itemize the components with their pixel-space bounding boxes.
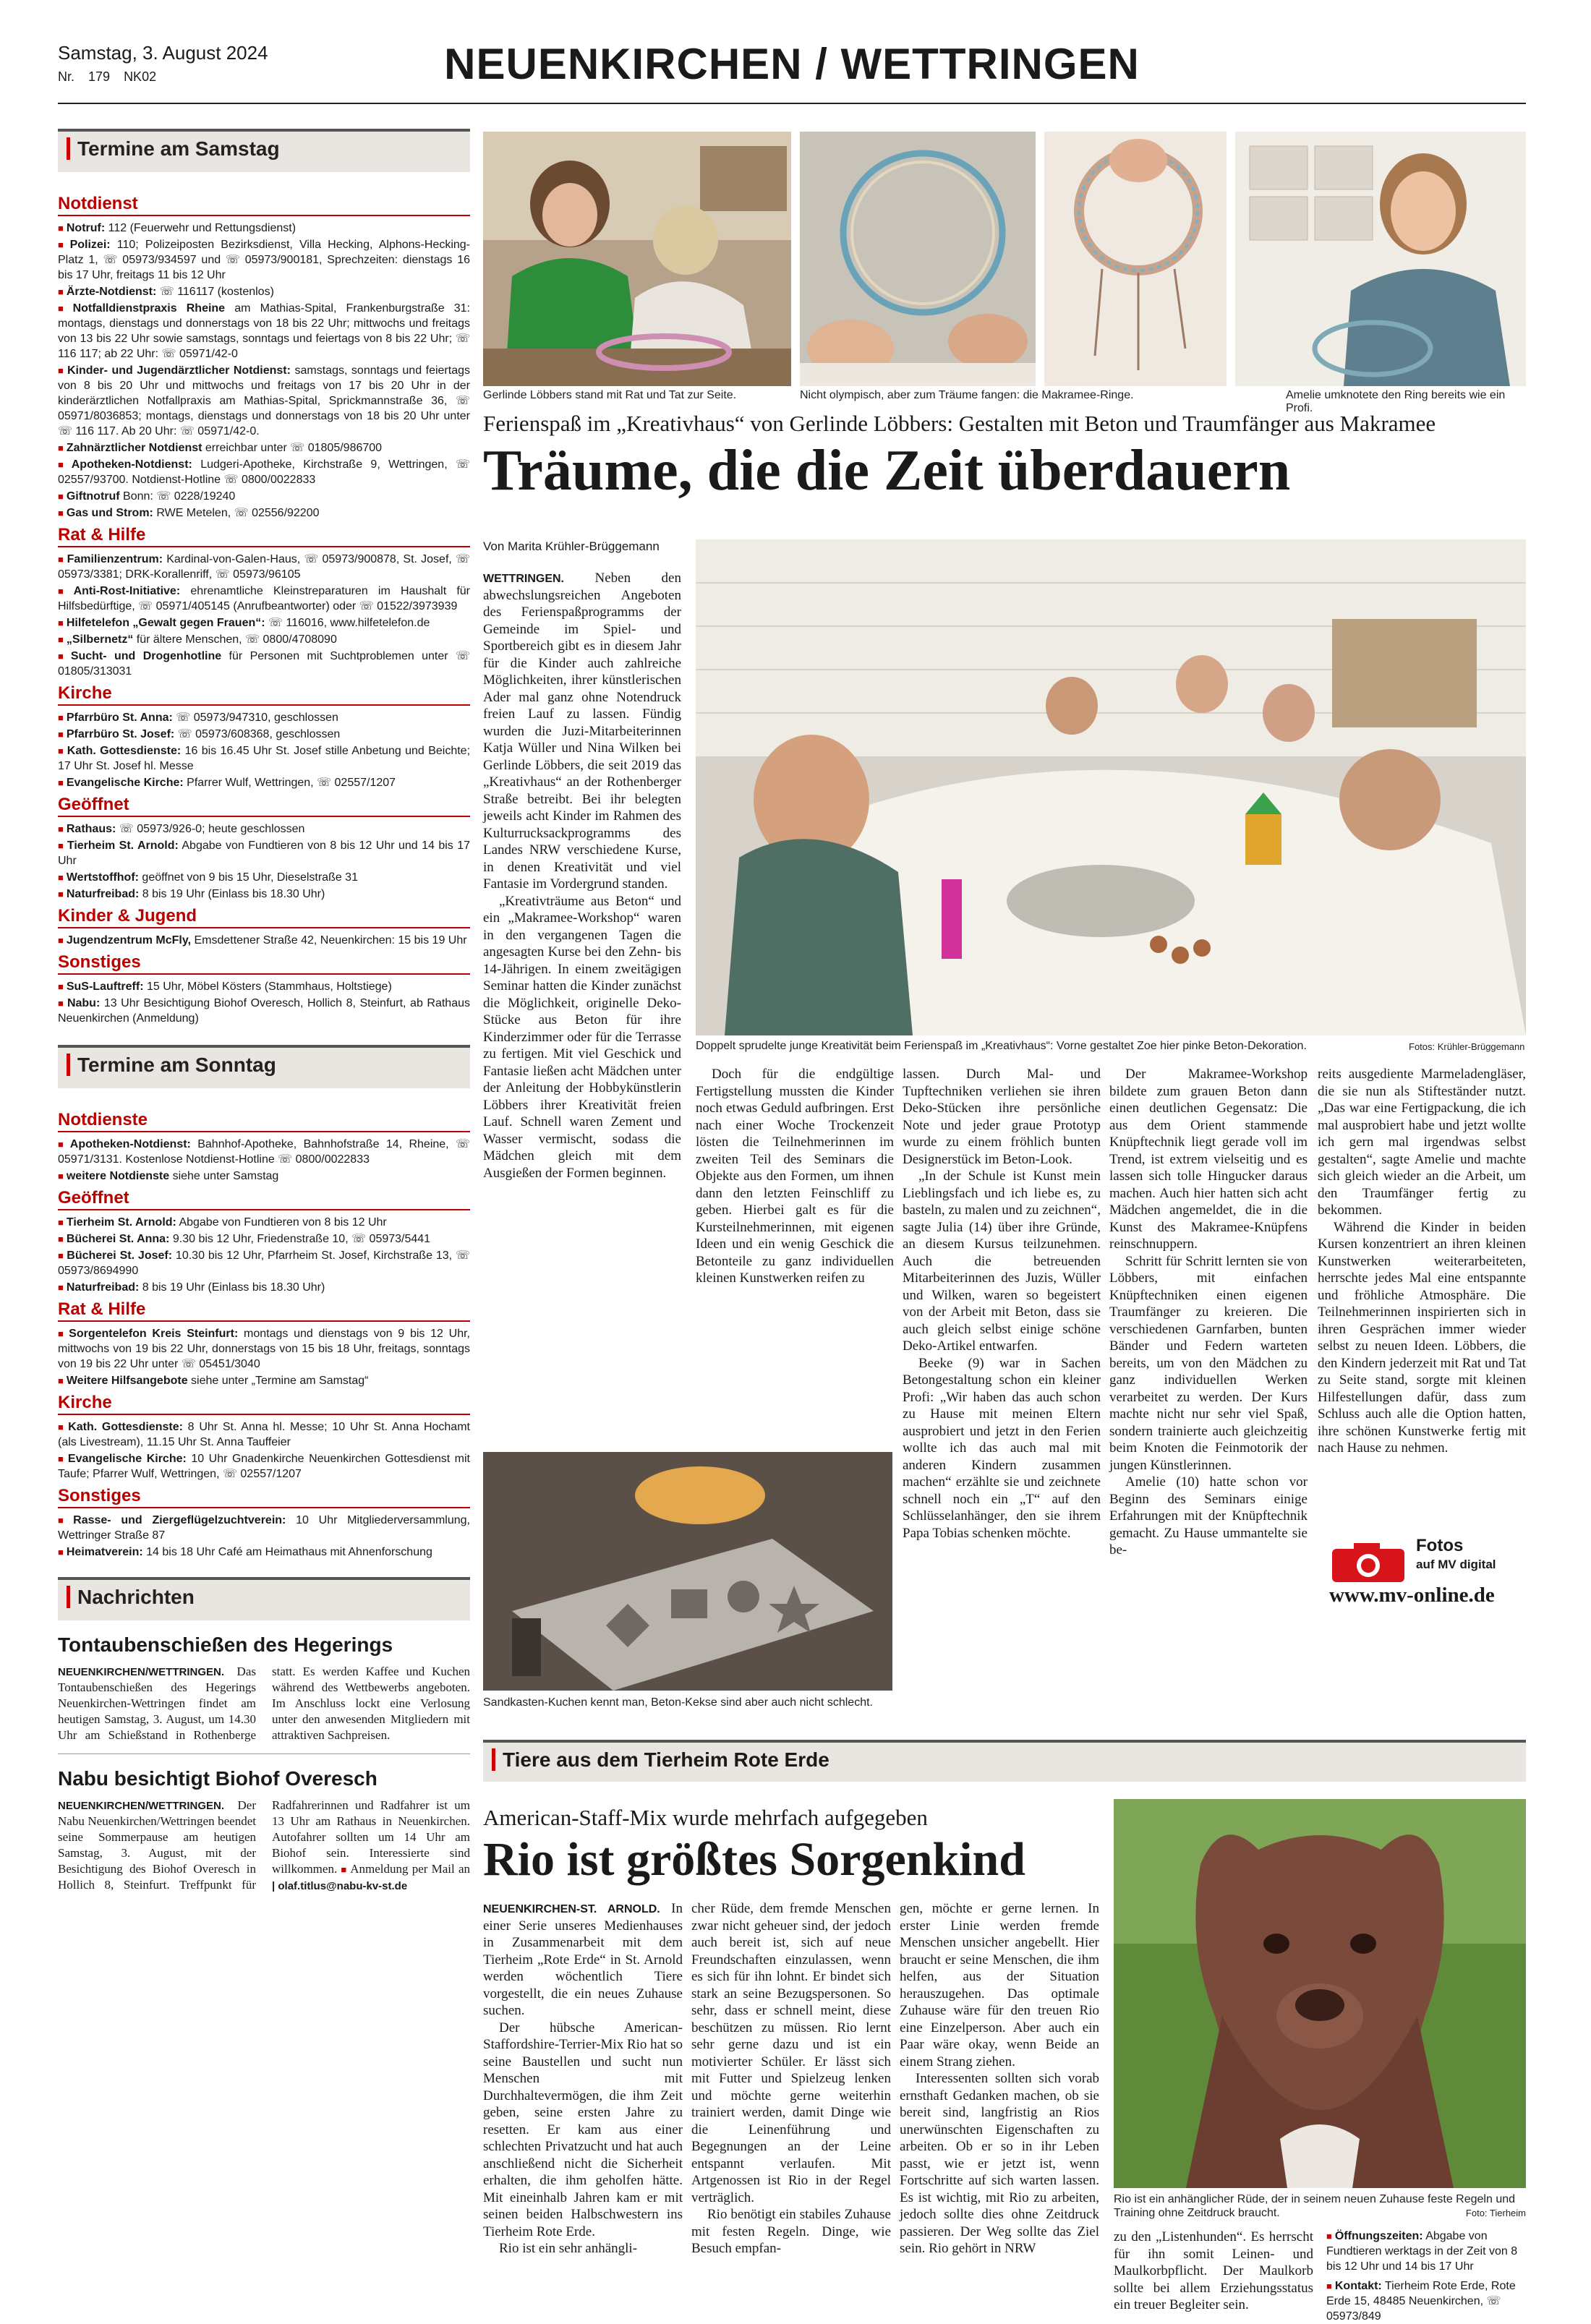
caption-main: Doppelt sprudelte junge Kreativität beim Ferienspaß im „Kreativhaus“: Vorne gestaltet Zoe hier pinke Beton-Dekoration. xyxy=(696,1040,1307,1052)
sunday-listing xyxy=(58,1110,470,1560)
news-item xyxy=(58,1633,470,1743)
entry-text: 10 Uhr Gnadenkirche Neuenkirchen Gottesdienst mit Taufe; Pfarrer Wulf, Wettringen, ☏ 02557/1207 xyxy=(58,1453,471,1480)
entry-label: Notfalldienstpraxis Rheine xyxy=(72,302,226,315)
photo-amelie xyxy=(1235,132,1526,386)
listing-entry xyxy=(58,775,470,790)
entry-label: Nabu: xyxy=(67,997,101,1009)
entry-label: Tierheim St. Arnold: xyxy=(67,840,179,852)
listing-section-title: Rat & Hilfe xyxy=(58,525,470,547)
bullet-icon: ■ xyxy=(58,554,64,565)
news-title: Tontaubenschießen des Hegerings xyxy=(58,1633,393,1656)
bullet-icon: ■ xyxy=(58,618,64,628)
bullet-icon: ■ xyxy=(58,824,64,834)
tierheim-headline: Rio ist größtes Sorgenkind xyxy=(483,1833,1025,1886)
listing-entry xyxy=(58,584,470,614)
listing-entry xyxy=(58,1248,470,1278)
bullet-icon: ■ xyxy=(58,1139,67,1150)
entry-text: Emsdettener Straße 42, Neuenkirchen: 15 bis 19 Uhr xyxy=(191,934,467,947)
listing-entry xyxy=(58,821,470,837)
entry-label: Heimatverein: xyxy=(66,1546,143,1558)
bullet-icon: ■ xyxy=(58,981,64,992)
bullet-icon: ■ xyxy=(58,586,71,597)
promo-url: www.mv-online.de xyxy=(1329,1584,1495,1607)
caption-dog: Rio ist ein anhänglicher Rüde, der in seinem neuen Zuhause feste Regeln und Training ohne Zeitdruck braucht. Foto: Tierheim xyxy=(1114,2193,1526,2219)
entry-text: ☏ 116117 (kostenlos) xyxy=(156,286,274,298)
entry-label: Familienzentrum: xyxy=(67,553,163,565)
listing-entry xyxy=(58,615,470,631)
bullet-icon: ■ xyxy=(58,872,64,883)
bullet-icon: ■ xyxy=(58,1422,66,1432)
listing-entry xyxy=(58,489,470,504)
left-column xyxy=(58,129,470,2255)
caption-concrete: Sandkasten-Kuchen kennt man, Beton-Kekse sind aber auch nicht schlecht. xyxy=(483,1696,873,1709)
listing-entry xyxy=(58,552,470,582)
entry-label: Pfarrbüro St. Anna: xyxy=(66,712,173,724)
bullet-icon: ■ xyxy=(58,491,64,502)
listing-entry xyxy=(58,1419,470,1450)
listing-section-title: Notdienst xyxy=(58,194,470,216)
entry-text: 16 bis 16.45 Uhr St. Josef stille Anbetung und Beichte; 17 Uhr St. Josef hl. Messe xyxy=(58,745,471,772)
tierheim-heading: Tiere aus dem Tierheim Rote Erde xyxy=(483,1740,1526,1782)
listing-section-title: Notdienste xyxy=(58,1110,470,1132)
entry-label: Gas und Strom: xyxy=(66,507,153,519)
entry-label: weitere Notdienste xyxy=(66,1170,170,1182)
entry-text: 9.30 bis 12 Uhr, Friedenstraße 10, ☏ 05973/5441 xyxy=(169,1233,431,1245)
entry-label: Sucht- und Drogenhotline xyxy=(70,650,222,662)
tierheim-col-4: zu den „Listenhunden“. Es herrscht für ihn somit Leinen- und Maulkorbpflicht. Der Maulkorb sollte bei allem Erziehungsstatus ein treuer Begleiter sein. xyxy=(1114,2229,1313,2312)
entry-label: Wertstoffhof: xyxy=(66,871,139,884)
bullet-icon: ■ xyxy=(58,1217,64,1228)
listing-entry xyxy=(58,1326,470,1372)
entry-text: Abgabe von Fundtieren von 8 bis 12 Uhr xyxy=(176,1216,387,1229)
entry-text: 8 bis 19 Uhr (Einlass bis 18.30 Uhr) xyxy=(139,888,325,900)
entry-text: erreichbar unter ☏ 01805/986700 xyxy=(202,442,383,454)
promo-sub: auf MV digital xyxy=(1416,1558,1496,1571)
listing-entry xyxy=(58,1513,470,1543)
listing-entry xyxy=(58,710,470,725)
entry-label: Anti-Rost-Initiative: xyxy=(73,585,181,597)
entry-label: SuS-Lauftreff: xyxy=(66,981,144,993)
bullet-icon: ■ xyxy=(58,1453,65,1464)
listing-entry xyxy=(58,1137,470,1167)
entry-text: ☏ 05973/608368, geschlossen xyxy=(174,728,341,740)
bullet-icon: ■ xyxy=(58,459,69,470)
entry-text: für Personen mit Suchtproblemen unter ☏ 01805/313031 xyxy=(58,650,471,678)
bullet-icon: ■ xyxy=(58,889,64,900)
entry-label: Evangelische Kirche: xyxy=(66,777,184,789)
bullet-icon: ■ xyxy=(58,1547,64,1558)
entry-label: Rasse- und Ziergeflügelzuchtverein: xyxy=(73,1514,286,1526)
entry-label: Naturfreibad: xyxy=(66,888,140,900)
bullet-icon: ■ xyxy=(58,1375,64,1386)
camera-icon xyxy=(1329,1539,1409,1585)
entry-text: ehrenamtliche Kleinstreparaturen im Haushalt für Hilfsbedürftige, ☏ 05971/405145 (Anrufbeantworter) oder ☏ 01522/3973939 xyxy=(58,585,470,612)
bullet-icon: ■ xyxy=(58,1234,64,1244)
entry-text: montags und dienstags von 9 bis 12 Uhr, mittwochs von 19 bis 22 Uhr, donnerstags von 15 bis 18 Uhr, freitags, sonntags von 19 bis 22 Uhr unter ☏ 05451/3040 xyxy=(58,1328,470,1370)
entry-label: Zahnärztlicher Notdienst xyxy=(66,442,202,454)
photo-macrame-hands xyxy=(800,132,1036,386)
news-body: NEUENKIRCHEN/WETTRINGEN. Das Tontaubenschießen des Hegerings Neuenkirchen-Wettringen findet am heutigen Samstag, 3. August, um 14.30 Uhr am Schießstand in Rothenberge statt. Es werden Kaffee und Kuchen während des Wettbewerbs angeboten. Im Anschluss lockt eine Verlosung unter den anwesenden Mitgliedern mit attraktiven Sachpreisen. xyxy=(58,1665,470,1742)
tierheim-kicker: American-Staff-Mix wurde mehrfach aufgegeben xyxy=(483,1805,928,1830)
bullet-icon: ■ xyxy=(58,634,64,645)
caption-amelie: Amelie umknotete den Ring bereits wie ein Profi. xyxy=(1286,389,1506,414)
listing-entry xyxy=(58,1169,470,1184)
photo-main-workshop xyxy=(696,539,1526,1035)
listing-section-title: Kirche xyxy=(58,1393,470,1415)
listing-entry xyxy=(58,727,470,742)
bullet-icon: ■ xyxy=(58,840,64,851)
entry-label: Jugendzentrum McFly, xyxy=(66,934,192,947)
bullet-icon: ■ xyxy=(58,729,64,740)
bullet-icon: ■ xyxy=(58,1250,64,1261)
listing-entry xyxy=(58,933,470,948)
opening-hours: ■ Öffnungszeiten: Abgabe von Fundtieren werktags in der Zeit von 8 bis 12 Uhr und 14 bis 17 Uhr xyxy=(1326,2230,1518,2273)
entry-label: Kath. Gottesdienste: xyxy=(67,745,182,757)
feature-kicker: Ferienspaß im „Kreativhaus“ von Gerlinde Löbbers: Gestalten mit Beton und Traumfänger aus Makramee xyxy=(483,411,1436,436)
news-mail-link[interactable]: olaf.titlus@nabu-kv-st.de xyxy=(278,1880,408,1892)
section-title: NEUENKIRCHEN / WETTRINGEN xyxy=(444,40,1140,88)
photo-dreamcatcher xyxy=(1044,132,1227,386)
entry-text: 10.30 bis 12 Uhr, Pfarrheim St. Josef, Kirchstraße 13, ☏ 05973/8694990 xyxy=(58,1249,471,1277)
listing-entry xyxy=(58,1231,470,1247)
news-body: NEUENKIRCHEN/WETTRINGEN. Der Nabu Neuenkirchen/Wettringen beendet seine Sommerpause am heutigen Samstag, 3. August, mit der Besichtigung des Biohof Overesch in Hollich 8, Steinfurt. Treffpunkt für Radfahrerinnen und Radfahrer ist um 13 Uhr am Rathaus in Neuenkirchen. Autofahrer sollten um 14 Uhr am Biohof sein. Interessierte sind willkommen. ■ Anmeldung per Mail an | olaf.titlus@nabu-kv-st.de xyxy=(58,1798,470,1892)
listing-entry xyxy=(58,1451,470,1482)
bullet-icon: ■ xyxy=(58,1515,71,1526)
entry-text: Bahnhof-Apotheke, Bahnhofstraße 14, Rheine, ☏ 05971/3131. Kostenlose Notdienst-Hotline ☏ 0800/0022833 xyxy=(58,1138,470,1166)
listing-entry xyxy=(58,221,470,236)
listing-entry xyxy=(58,743,470,774)
news-heading: Nachrichten xyxy=(58,1577,470,1620)
bullet-icon: ■ xyxy=(58,935,64,946)
entry-text: Kardinal-von-Galen-Haus, ☏ 05973/900878, St. Josef, ☏ 05973/3381; DRK-Korallenriff, ☏ 05973/96105 xyxy=(58,553,471,581)
bullet-icon: ■ xyxy=(58,651,68,662)
entry-text: Ludgeri-Apotheke, Kirchstraße 9, Wettringen, ☏ 02557/93700. Notdienst-Hotline ☏ 0800/0022833 xyxy=(58,458,470,486)
entry-text: siehe unter „Termine am Samstag“ xyxy=(187,1375,369,1387)
dog-photo-credit: Foto: Tierheim xyxy=(1465,2208,1526,2218)
listing-entry xyxy=(58,505,470,521)
entry-text: ☏ 05973/926-0; heute geschlossen xyxy=(116,823,305,835)
entry-label: Ärzte-Notdienst: xyxy=(66,286,157,298)
listing-entry xyxy=(58,870,470,885)
tierheim-info xyxy=(1326,2229,1526,2324)
caption-teacher: Gerlinde Löbbers stand mit Rat und Tat zur Seite. xyxy=(483,389,737,401)
entry-label: Giftnotruf xyxy=(66,490,120,503)
entry-label: Apotheken-Notdienst: xyxy=(69,1138,191,1150)
saturday-heading: Termine am Samstag xyxy=(58,129,470,172)
byline: Von Marita Krühler-Brüggemann xyxy=(483,539,660,553)
entry-text: Abgabe von Fundtieren von 8 bis 12 Uhr und 14 bis 17 Uhr xyxy=(58,840,470,867)
entry-label: Kath. Gottesdienste: xyxy=(68,1421,183,1433)
entry-label: Sorgentelefon Kreis Steinfurt: xyxy=(69,1328,239,1340)
photo-dog-rio xyxy=(1114,1799,1526,2188)
issue-date: Samstag, 3. August 2024 xyxy=(58,42,268,64)
page-header xyxy=(58,38,1526,104)
bullet-icon: ■ xyxy=(58,303,70,314)
entry-label: Polizei: xyxy=(69,239,111,251)
entry-text: 15 Uhr, Möbel Kösters (Stammhaus, Holtstiege) xyxy=(143,981,392,993)
mv-digital-promo[interactable] xyxy=(1329,1536,1526,1608)
listing-section-title: Kirche xyxy=(58,683,470,706)
listing-entry xyxy=(58,284,470,299)
entry-text: 8 bis 19 Uhr (Einlass bis 18.30 Uhr) xyxy=(139,1281,325,1294)
feature-col-5: reits ausgediente Marmeladengläser, die sie nun als Stifteständer nutzt. „Das war eine Fertigpackung, die ich mal ausprobiert habe und jetzt wollte ich gern mal irgendwas selbst gestalten“, sagte Amelie und machte sich gleich wieder an die Arbeit, um den Traumfänger fertig zu bekommen. Während die Kinder in beiden Kursen konzentriert an ihren kleinen Kunstwerken weiterarbeiteten, herrschte jedes Mal eine entspannte und fröhliche Atmosphäre. Die Teilnehmerinnen inspirierten sich in ihren Gesprächen immer wieder selbst zu neuen Ideen. Löbbers, die den Kindern jederzeit mit Rat und Tat zu Seite stand, sorgte mit kleinen Hilfestellungen dafür, dass zum Schluss auch alle die Option hatten, ihre schönen Kunstwerke fertig mit nach Hause zu nehmen. xyxy=(1318,1067,1526,1456)
listing-entry xyxy=(58,1545,470,1560)
feature-col-3: lassen. Durch Mal- und Tupftechniken verliehen sie ihren Deko-Stücken ihre persönliche Note und jeder graue Prototyp wurde zu einem fröhlich bunten Designerstück im Beton-Look. „In der Schule ist Kunst mein Lieblingsfach und ich liebe es, zu basteln, zu malen und zu zeichnen“, sagte Julia (14) über ihre Gründe, an diesem Kursus teilzunehmen. Auch die betreuenden Mitarbeiterinnen des Juzis, Wüller und Wilken, waren so begeistert von der Arbeit mit Beton, dass sie auch gleich selbst einige schöne Deko-Artikel entwarfen. Beeke (9) war in Sachen Betongestaltung schon ein kleiner Profi: „Wir haben das auch schon zu Hause mit meinen Eltern ausprobiert und jetzt in den Ferien wollte ich das auch mal mit anderen Kindern zusammen machen“ erzählte sie und zeichnete schnell noch ein „T“ auf den Schlüsselanhänger, den sie ihrem Papa Tobias schenken möchte. xyxy=(903,1067,1101,1541)
news-title: Nabu besichtigt Biohof Overesch xyxy=(58,1767,378,1790)
entry-text: samstags, sonntags und feiertags von 8 bis 20 Uhr und mittwochs und freitags von 17 bis 20 Uhr in der kinderärztlichen Notfallpraxis am Mathias-Spital, Sprickmannstraße 36, ☏ 05971/8036853; montags, dienstags und donnerstags von 18 bis 20 Uhr unter ☏ 116 117. Ab 20 Uhr: ☏ 05971/42-0. xyxy=(58,364,470,437)
listing-entry xyxy=(58,440,470,456)
entry-label: Bücherei St. Anna: xyxy=(66,1233,170,1245)
listing-entry xyxy=(58,1215,470,1230)
entry-label: Notruf: xyxy=(66,222,106,234)
listing-entry xyxy=(58,838,470,868)
bullet-icon: ■ xyxy=(58,365,64,376)
tierheim-col-1: NEUENKIRCHEN-ST. ARNOLD. In einer Serie unseres Medienhauses in Zusammenarbeit mit dem Tierheim „Rote Erde“ in St. Arnold werden wöchentlich Tiere vorgestellt, die ein neues Zuhause suchen. Der hübsche American-Staffordshire-Terrier-Mix Rio hat so seine Baustellen und sucht nun Menschen mit Durchhaltevermögen, die ihm Zeit geben, seine ersten Jahre zu resetten. Er kam aus einer schlechten Privatzucht und hat auch anschließend nicht die Sicherheit erhalten, die ihm geholfen hätte. Mit eineinhalb Jahren kam er mit seinen beiden Halbschwestern ins Tierheim Rote Erde. Rio ist ein sehr anhängli- xyxy=(483,1901,683,2256)
bullet-icon: ■ xyxy=(58,1328,67,1339)
feature-col-4: Der Makramee-Workshop bildete zum grauen Beton dann einen deutlichen Gegensatz: Die aus dem Orient stammende Knüpftechnik liegt gerade voll im Trend, ist extrem vielseitig und es lassen sich tolle Hingucker daraus machen. Auch hier hatten sich acht Mädchen angemeldet, die in die Kunst des Makramee-Knüpfens reinschnuppern. Schritt für Schritt lernten sie von Löbbers, mit einfachen Knüpftechniken einen eigenen Traumfänger zu kreieren. Die verschiedenen Garnfarben, bunten Bänder und Federn warteten bereits, um von den Mädchen zu ganz individuellen Werken verarbeitet zu werden. Der Kurs machte nicht nur sehr viel Spaß, sondern trainierte auch gleichzeitig beim Knoten die Feinmotorik der jungen Künstlerinnen. Amelie (10) hatte schon vor Beginn des Seminars einige Erfahrungen mit der Knüpftechnik gemacht. Zu Hause ummantelte sie be- xyxy=(1109,1067,1308,1558)
edition-code: NK02 xyxy=(124,69,157,84)
saturday-listing xyxy=(58,194,470,1026)
issue-nr: Nr. 179 xyxy=(58,69,111,84)
entry-text: 112 (Feuerwehr und Rettungsdienst) xyxy=(105,222,297,234)
entry-text: 10 Uhr Mitgliederversammlung, Wettringer Straße 87 xyxy=(58,1514,470,1542)
listing-entry xyxy=(58,1373,470,1388)
bullet-icon: ■ xyxy=(58,746,64,756)
listing-section-title: Rat & Hilfe xyxy=(58,1299,470,1322)
bullet-icon: ■ xyxy=(58,777,64,788)
feature-col-1: WETTRINGEN. Neben den abwechslungsreichen Angeboten des Ferienspaßprogramms der Gemeinde im Spiel- und Sportbereich gibt es in diesem Jahr für die Kinder auch zahlreiche Möglichkeiten, ihrer künstlerischen Ader mal ganz ohne Notendruck freien Lauf zu lassen. Fündig wurden die Juzi-Mitarbeiterinnen Katja Wüller und Nina Wilken bei Gerlinde Löbbers, die seit 2019 das „Kreativhaus“ an der Rothenberger Straße betreibt. Bei ihr belegten jeweils acht Kinder im Rahmen des Kulturrucksackprogramms des Landes NRW verschiedene Kurse, in denen Kreativität und viel Fantasie im Vordergrund standen. „Kreativträume aus Beton“ und ein „Makramee-Workshop“ waren in den vergangenen Tagen die angesagten Kurse bei den Zehn- bis 14-Jährigen. In einem zweitägigen Seminar hatten die Kinder zunächst die Möglichkeit, originelle Deko-Stücke aus Beton für ihre Kinderzimmer oder für die Terrasse zu fertigen. Mit viel Geschick und Fantasie ließen acht Mädchen unter der Anleitung der Hobbykünstlerin Löbbers ihrer Kreativität freien Lauf. Schnell waren Zement und Wasser vermischt, sodass die Mädchen gleich mit dem Ausgießen der Formen beginnen. xyxy=(483,571,681,1181)
feature-article xyxy=(483,129,1526,2323)
bullet-icon: ■ xyxy=(58,1171,64,1182)
bullet-icon: ■ xyxy=(58,239,67,250)
bullet-icon: ■ xyxy=(58,508,64,518)
photo-teacher xyxy=(483,132,791,386)
listing-section-title: Sonstiges xyxy=(58,1486,470,1508)
entry-label: Rathaus: xyxy=(66,823,116,835)
listing-section-title: Kinder & Jugend xyxy=(58,906,470,928)
entry-label: „Silbernetz“ xyxy=(66,633,134,646)
entry-text: für ältere Menschen, ☏ 0800/4708090 xyxy=(133,633,337,646)
entry-text: RWE Metelen, ☏ 02556/92200 xyxy=(153,507,320,519)
bullet-icon: ■ xyxy=(58,998,64,1009)
tierheim-col-2: cher Rüde, dem fremde Menschen zwar nicht geheuer sind, der jedoch auch bereit ist, sich auf neue Freundschaften einzulassen, wenn es sich für ihn lohnt. Er bindet sich stark an seine Bezugspersonen. So sehr, dass er schnell meint, diese beschützen zu müssen. Rio lernt sehr gerne dazu und ist ein motivierter Schüler. Er lässt sich mit Futter und Spielzeug lenken und möchte gerne weiterhin trainiert werden, damit Dinge wie die Leinenführung und Begegnungen an der Leine entspannt verlaufen. Mit Artgenossen ist Rio in der Regel verträglich. Rio benötigt ein stabiles Zuhause mit festen Regeln. Dinge, wie Besuch empfan- xyxy=(691,1901,891,2256)
entry-label: Weitere Hilfsangebote xyxy=(66,1375,188,1387)
photo-credit: Fotos: Krühler-Brüggemann xyxy=(1409,1041,1525,1052)
listing-entry xyxy=(58,457,470,487)
entry-label: Pfarrbüro St. Josef: xyxy=(66,728,175,740)
listing-entry xyxy=(58,363,470,439)
entry-label: Evangelische Kirche: xyxy=(67,1453,187,1465)
entry-text: Bonn: ☏ 0228/19240 xyxy=(119,490,236,503)
listing-entry xyxy=(58,996,470,1026)
photo-concrete-molds xyxy=(483,1452,892,1691)
caption-macrame: Nicht olympisch, aber zum Träume fangen: die Makramee-Ringe. xyxy=(800,389,1134,401)
entry-label: Hilfetelefon „Gewalt gegen Frauen“: xyxy=(66,617,265,629)
listing-section-title: Geöffnet xyxy=(58,795,470,817)
entry-text: 13 Uhr Besichtigung Biohof Overesch, Hollich 8, Steinfurt, ab Rathaus Neuenkirchen (Anmeldung) xyxy=(58,997,470,1025)
bullet-icon: ■ xyxy=(58,1282,64,1293)
entry-label: Apotheken-Notdienst: xyxy=(71,458,192,471)
entry-text: Pfarrer Wulf, Wettringen, ☏ 02557/1207 xyxy=(183,777,396,789)
feature-col-2: Doch für die endgültige Fertigstellung mussten die Kinder noch etwas Geduld aufbringen. Erst nach einer Woche Trockenzeit lösten die Teilnehmerinnen im zweiten Teil des Seminars die Objekte aus den Formen, um ihnen dann den letzten Feinschliff zu geben. Hierbei galt es für die Kursteilnehmerinnen, mit eigenen Ideen und ein wenig Geschick die Betonteile zu ganz individuellen kleinen Kunstwerken reifen zu xyxy=(696,1067,894,1286)
listing-entry xyxy=(58,649,470,679)
listing-section-title: Sonstiges xyxy=(58,952,470,975)
contact-info: ■ Kontakt: Tierheim Rote Erde, Rote Erde 15, 48485 Neuenkirchen, ☏ 05973/849 xyxy=(1326,2280,1516,2323)
listing-entry xyxy=(58,887,470,902)
entry-text: 14 bis 18 Uhr Café am Heimathaus mit Ahnenforschung xyxy=(142,1546,432,1558)
listing-entry xyxy=(58,632,470,647)
feature-headline: Träume, die die Zeit überdauern xyxy=(483,439,1291,503)
entry-text: 110; Polizeiposten Bezirksdienst, Villa Hecking, Alphons-Hecking-Platz 1, ☏ 05973/934597 und ☏ 05973/900181, Sprechzeiten: dienstags 16 bis 17 Uhr, freitags 11 bis 12 Uhr xyxy=(58,239,470,281)
bullet-icon: ■ xyxy=(58,223,64,234)
listing-entry xyxy=(58,237,470,283)
entry-label: Kinder- und Jugendärztlicher Notdienst: xyxy=(67,364,291,377)
promo-title: Fotos xyxy=(1416,1536,1464,1555)
sunday-heading: Termine am Sonntag xyxy=(58,1045,470,1088)
entry-label: Bücherei St. Josef: xyxy=(67,1249,173,1262)
entry-text: siehe unter Samstag xyxy=(169,1170,279,1182)
news-item xyxy=(58,1753,470,1894)
listing-entry xyxy=(58,1280,470,1295)
entry-label: Tierheim St. Arnold: xyxy=(66,1216,176,1229)
entry-text: am Mathias-Spital, Frankenburgstraße 31: montags, dienstags und donnerstags von 18 bis 22 Uhr; mittwochs und freitags von 13 bis 22 Uhr sowie samstags, sonntags und feiertags von 8 bis 22 Uhr; ☏ 116 117; ab 22 Uhr: ☏ 05971/42-0 xyxy=(58,302,470,360)
tierheim-col-3: gen, möchte er gerne lernen. In erster Linie werden fremde Menschen unsicher angebellt. Hier braucht er seine Menschen, die ihm helfen, aus der Situation herauszugehen. Das optimale Zuhause wäre für den treuen Rio eine Einzelperson. Aber auch ein Paar wäre okay, wenn Beide an einem Strang ziehen. Interessenten sollten sich vorab ernsthaft Gedanken machen, ob sie bereit sind, langfristig an Rios unerwünschten Eigenschaften zu arbeiten. Ob er so in ihr Leben passt, wie er jetzt ist, wenn Fortschritte auf sich warten lassen. Es ist wichtig, mit Rio zu arbeiten, jedoch sollte dies ohne Zeitdruck passieren. Der Weg sollte das Ziel sein. Rio gehört in NRW xyxy=(900,1901,1099,2256)
entry-text: ☏ 05973/947310, geschlossen xyxy=(172,712,338,724)
entry-label: Naturfreibad: xyxy=(66,1281,140,1294)
listing-entry xyxy=(58,301,470,362)
bullet-icon: ■ xyxy=(58,443,64,453)
entry-text: geöffnet von 9 bis 15 Uhr, Dieselstraße 31 xyxy=(138,871,358,884)
bullet-icon: ■ xyxy=(58,712,64,723)
listing-section-title: Geöffnet xyxy=(58,1188,470,1210)
entry-text: ☏ 116016, www.hilfetelefon.de xyxy=(265,617,430,629)
bullet-icon: ■ xyxy=(58,286,64,297)
entry-text: 8 Uhr St. Anna hl. Messe; 10 Uhr St. Anna Hochamt (als Livestream), 11.15 Uhr St. Anna Tauffeier xyxy=(58,1421,470,1448)
listing-entry xyxy=(58,979,470,994)
